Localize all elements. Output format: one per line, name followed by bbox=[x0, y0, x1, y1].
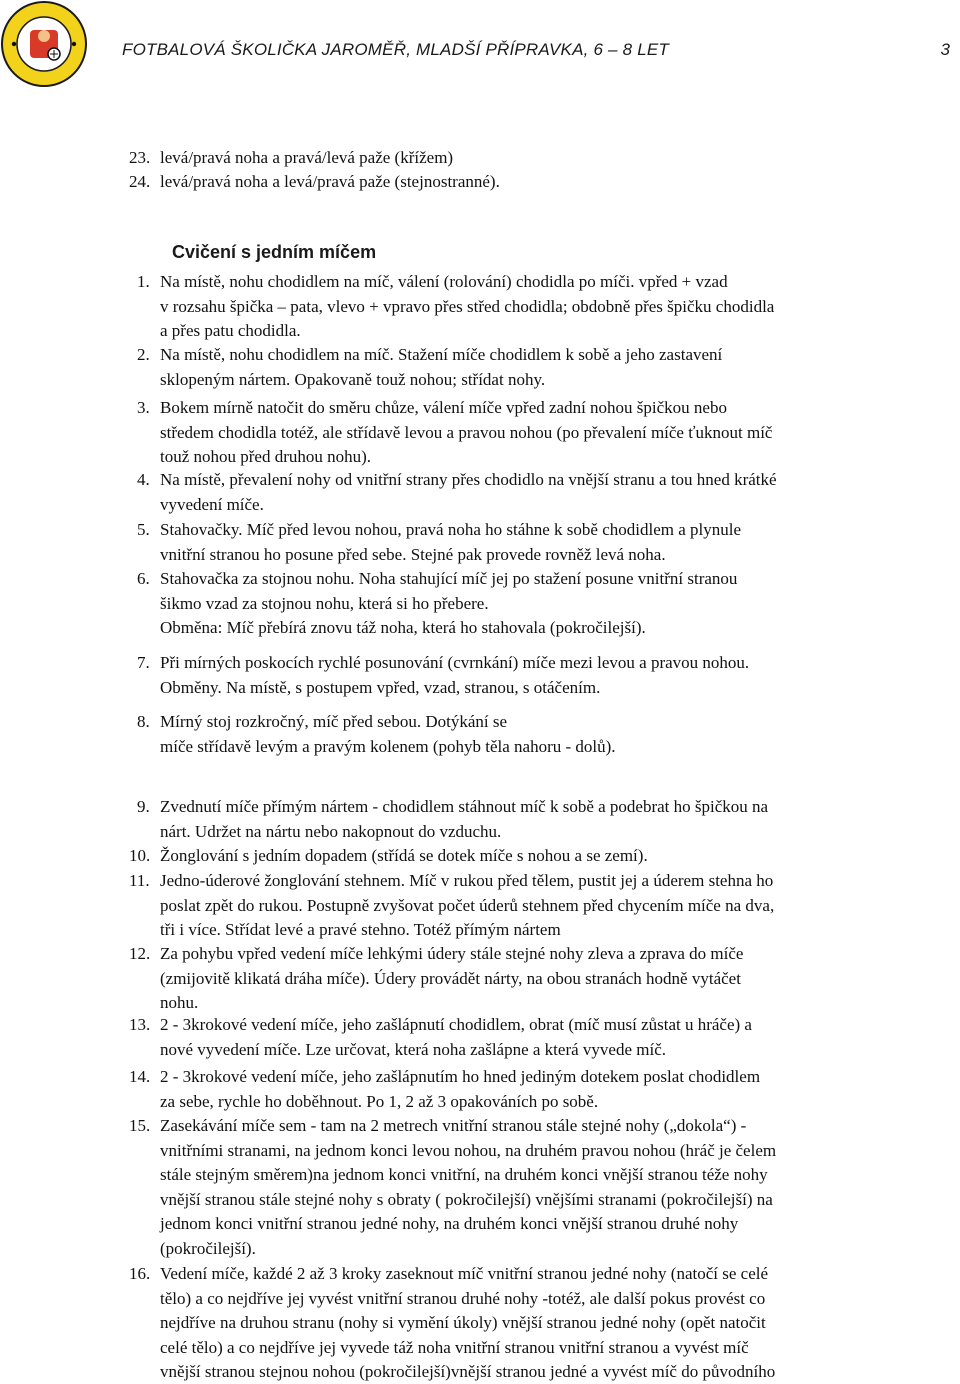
item-text-line: Bokem mírně natočit do směru chůze, válení míče vpřed zadní nohou špičkou nebo bbox=[160, 398, 727, 417]
item-text-line: stále stejným směrem)na jednom konci vnitřní, na druhém konci vnější stranou téže nohy bbox=[160, 1165, 768, 1184]
list-item bbox=[0, 869, 960, 939]
item-text-line: Obměny. Na místě, s postupem vpřed, vzad, stranou, s otáčením. bbox=[160, 677, 601, 697]
item-number: 10. bbox=[129, 846, 151, 865]
item-text-line: Vedení míče, každé 2 až 3 kroky zaseknout míč vnitřní stranou jedné nohy (natočí se celé bbox=[160, 1264, 769, 1283]
item-text-line: Stahovačka za stojnou nohu. Noha stahující míč jej po stažení posune vnitřní stranou bbox=[160, 569, 738, 588]
item-text-line: nejdříve na druhou stranu (nohy si vymění úkoly) vnější stranou jedné nohy (opět natočit bbox=[160, 1313, 766, 1332]
item-number: 7. bbox=[137, 653, 150, 672]
list-item bbox=[0, 844, 960, 868]
item-number: 11. bbox=[129, 871, 150, 890]
page-header bbox=[0, 0, 960, 100]
item-text-line: sklopeným nártem. Opakovaně touž nohou; střídat nohy. bbox=[160, 369, 546, 389]
intro-item bbox=[0, 146, 960, 170]
item-text-line: Při mírných poskocích rychlé posunování (cvrnkání) míče mezi levou a pravou nohou. bbox=[160, 653, 750, 672]
list-item bbox=[0, 1013, 960, 1059]
item-number: 9. bbox=[137, 797, 150, 816]
item-text-line: nové vyvedení míče. Lze určovat, která noha zašlápne a která vyvede míč. bbox=[160, 1039, 666, 1059]
document-header-title: FOTBALOVÁ ŠKOLIČKA JAROMĚŘ, MLADŠÍ PŘÍPRAVKA, 6 – 8 LET bbox=[122, 40, 669, 59]
list-item bbox=[0, 396, 960, 466]
list-item bbox=[0, 795, 960, 841]
list-item bbox=[0, 468, 960, 514]
item-text-line: Žonglování s jedním dopadem (střídá se dotek míče s nohou a se zemí). bbox=[160, 846, 648, 865]
item-text-line: Obměna: Míč přebírá znovu táž noha, která ho stahovala (pokročilejší). bbox=[160, 618, 646, 637]
item-text-line: (pokročilejší). bbox=[160, 1238, 256, 1258]
item-text-line: vnitřními stranami, na jednom konci levou nohou, na druhém pravou nohou (hráč je čelem bbox=[160, 1140, 777, 1160]
list-item bbox=[0, 1262, 960, 1381]
list-item bbox=[0, 567, 960, 637]
intro-text: levá/pravá noha a levá/pravá paže (stejnostranné). bbox=[160, 172, 500, 191]
item-text-line: šikmo vzad za stojnou nohu, která si ho přebere. bbox=[160, 593, 489, 613]
item-text-line: vnější stranou stále stejné nohy s obraty ( pokročilejší) vnějšími stranami (pokročilejší) na bbox=[160, 1189, 773, 1209]
item-text-line: vnitřní stranou ho posune před sebe. Stejné pak provede rovněž levá noha. bbox=[160, 544, 666, 564]
list-item bbox=[0, 1114, 960, 1258]
item-number: 12. bbox=[129, 944, 151, 963]
item-number: 14. bbox=[129, 1067, 151, 1086]
item-text-line: míče střídavě levým a pravým kolenem (pohyb těla nahoru - dolů). bbox=[160, 736, 616, 756]
list-item bbox=[0, 518, 960, 564]
item-text-line: a přes patu chodidla. bbox=[160, 321, 301, 340]
item-number: 4. bbox=[137, 470, 150, 489]
item-text-line: nárt. Udržet na nártu nebo nakopnout do vzduchu. bbox=[160, 821, 502, 841]
item-text-line: (zmijovitě klikatá dráha míče). Údery provádět nárty, na obou stranách hodně vytáčet bbox=[160, 968, 741, 988]
item-text-line: vyvedení míče. bbox=[160, 494, 264, 514]
item-text-line: Zvednutí míče přímým nártem - chodidlem stáhnout míč k sobě a podebrat ho špičkou na bbox=[160, 797, 769, 816]
item-number: 16. bbox=[129, 1264, 151, 1283]
item-text-line: tři i více. Střídat levé a pravé stehno. Totéž přímým nártem bbox=[160, 920, 561, 939]
intro-number: 23. bbox=[129, 148, 151, 167]
item-text-line: Zasekávání míče sem - tam na 2 metrech vnitřní stranou stále stejné nohy („dokola“) - bbox=[160, 1116, 747, 1135]
item-text-line: tělo) a co nejdříve jej vyvést vnitřní stranou druhé nohy -totéž, ale další pokus provést co bbox=[160, 1288, 766, 1308]
item-text-line: Stahovačky. Míč před levou nohou, pravá noha ho stáhne k sobě chodidlem a plynule bbox=[160, 520, 742, 539]
item-text-line: 2 - 3krokové vedení míče, jeho zašlápnutím ho hned jediným dotekem poslat chodidlem bbox=[160, 1067, 761, 1086]
item-text-line: Jedno-úderové žonglování stehnem. Míč v rukou před tělem, pustit jej a úderem stehna ho bbox=[160, 871, 774, 890]
item-number: 1. bbox=[137, 272, 150, 291]
item-text-line: v rozsahu špička – pata, vlevo + vpravo přes střed chodidla; obdobně přes špičku chodidla bbox=[160, 296, 775, 316]
item-text-line: nohu. bbox=[160, 993, 199, 1012]
item-text-line: touž nohou před druhou nohu). bbox=[160, 447, 372, 466]
item-text-line: Na místě, nohu chodidlem na míč. Stažení míče chodidlem k sobě a jeho zastavení bbox=[160, 345, 723, 364]
item-text-line: celé tělo) a co nejdříve jej vyvede táž noha vnitřní stranou vnitřní stranou a vyvést míč bbox=[160, 1337, 749, 1357]
intro-number: 24. bbox=[129, 172, 151, 191]
item-number: 3. bbox=[137, 398, 150, 417]
list-item bbox=[0, 651, 960, 697]
list-item bbox=[0, 1065, 960, 1111]
item-text-line: poslat zpět do rukou. Postupně zvyšovat počet úderů stehnem před chycením míče na dva, bbox=[160, 895, 775, 915]
item-number: 6. bbox=[137, 569, 150, 588]
list-item bbox=[0, 343, 960, 389]
section-title: Cvičení s jedním míčem bbox=[172, 242, 377, 262]
intro-item bbox=[0, 170, 960, 194]
item-number: 8. bbox=[137, 712, 150, 731]
list-item bbox=[0, 942, 960, 1012]
item-text-line: vnější stranou stejnou nohou (pokročilejší)vnější stranou jedné a vyvést míč do původního bbox=[160, 1362, 776, 1381]
item-text-line: jednom konci vnitřní stranou jedné nohy, na druhém konci vnější stranou druhé nohy bbox=[160, 1214, 739, 1233]
item-text-line: Na místě, nohu chodidlem na míč, válení (rolování) chodidla po míči. vpřed + vzad bbox=[160, 272, 728, 291]
item-text-line: Mírný stoj rozkročný, míč před sebou. Dotýkání se bbox=[160, 712, 508, 731]
intro-text: levá/pravá noha a pravá/levá paže (křížem) bbox=[160, 148, 454, 167]
club-logo bbox=[0, 0, 88, 88]
item-number: 15. bbox=[129, 1116, 151, 1135]
list-item bbox=[0, 710, 960, 756]
list-item bbox=[0, 270, 960, 340]
item-text-line: Za pohybu vpřed vedení míče lehkými údery stále stejné nohy zleva a zprava do míče bbox=[160, 944, 744, 963]
item-text-line: Na místě, převalení nohy od vnitřní strany přes chodidlo na vnější stranu a tou hned krátké bbox=[160, 470, 777, 489]
item-number: 13. bbox=[129, 1015, 151, 1034]
item-text-line: 2 - 3krokové vedení míče, jeho zašlápnutí chodidlem, obrat (míč musí zůstat u hráče) a bbox=[160, 1015, 752, 1034]
item-text-line: za sebe, rychle ho doběhnout. Po 1, 2 až 3 opakováních po sobě. bbox=[160, 1091, 599, 1111]
item-number: 2. bbox=[137, 345, 150, 364]
item-text-line: středem chodidla totéž, ale střídavě levou a pravou nohou (po převalení míče ťuknout míč bbox=[160, 422, 773, 442]
item-number: 5. bbox=[137, 520, 150, 539]
page-number: 3 bbox=[940, 40, 950, 59]
